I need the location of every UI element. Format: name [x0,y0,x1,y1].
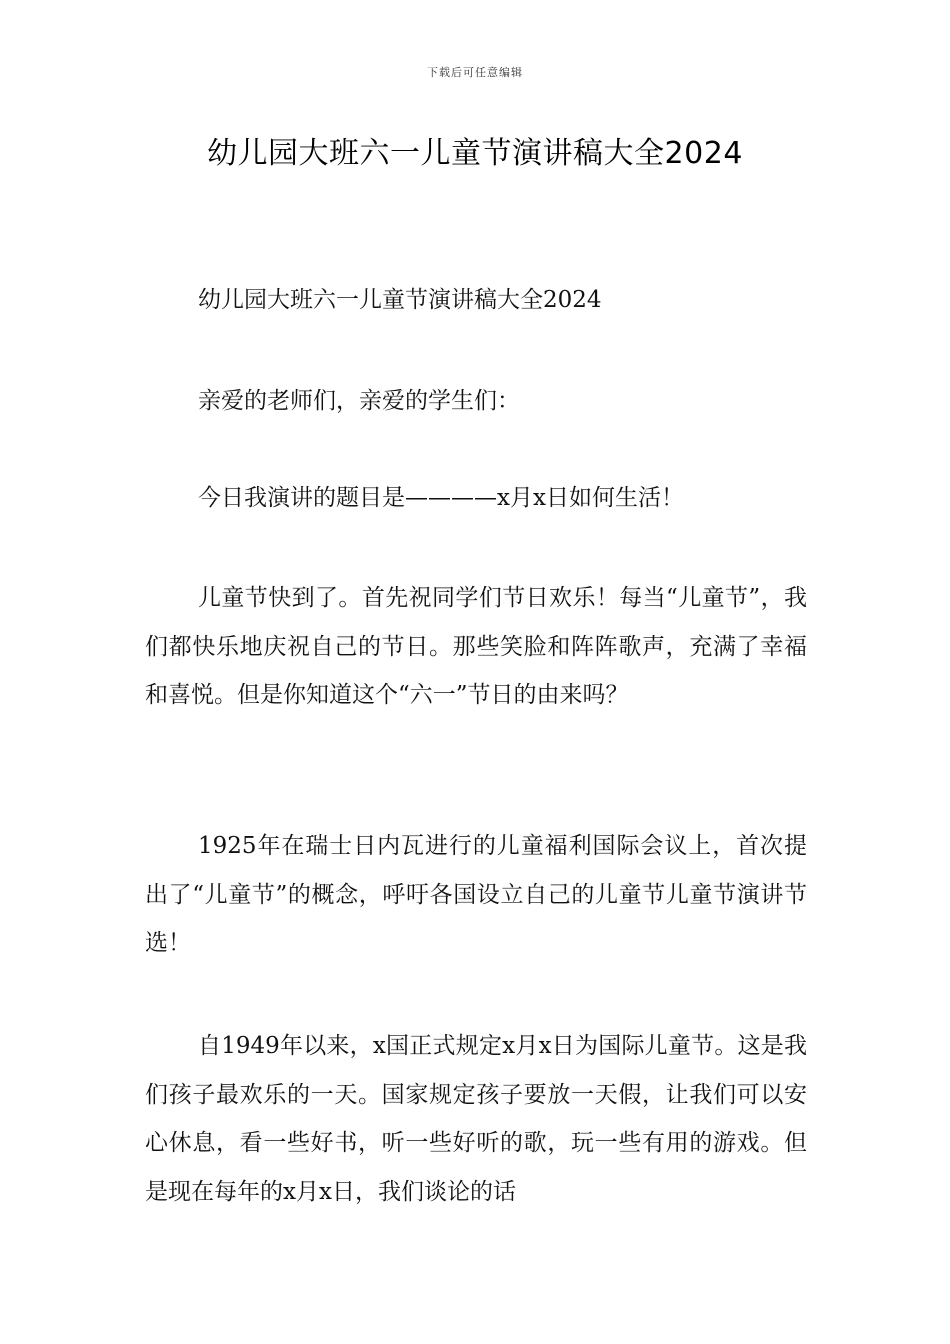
paragraph-body: 自1949年以来，x国正式规定x月x日为国际儿童节。这是我们孩子最欢乐的一天。国家规定孩子要放一天假，让我们可以安心休息，看一些好书，听一些好听的歌，玩一些有用的游戏。但是现在每年的x月x日，我们谈论的话 [145,1033,807,1205]
paragraph-body: 儿童节快到了。首先祝同学们节日欢乐！每当“儿童节”，我们都快乐地庆祝自己的节日。那些笑脸和阵阵歌声，充满了幸福和喜悦。但是你知道这个“六一”节日的由来吗？ [145,585,807,708]
paragraph-topic: 今日我演讲的题目是————x月x日如何生活！ [198,485,684,511]
paragraph-body: 1925年在瑞士日内瓦进行的儿童福利国际会议上，首次提出了“儿童节”的概念，呼吁各国设立自己的儿童节儿童节演讲节选！ [145,833,807,956]
paragraph-subtitle: 幼儿园大班六一儿童节演讲稿大全2024 [198,287,602,313]
header-note: 下载后可任意编辑 [427,66,523,79]
paragraph-greeting: 亲爱的老师们，亲爱的学生们： [198,388,520,414]
document-title: 幼儿园大班六一儿童节演讲稿大全2024 [207,136,743,171]
